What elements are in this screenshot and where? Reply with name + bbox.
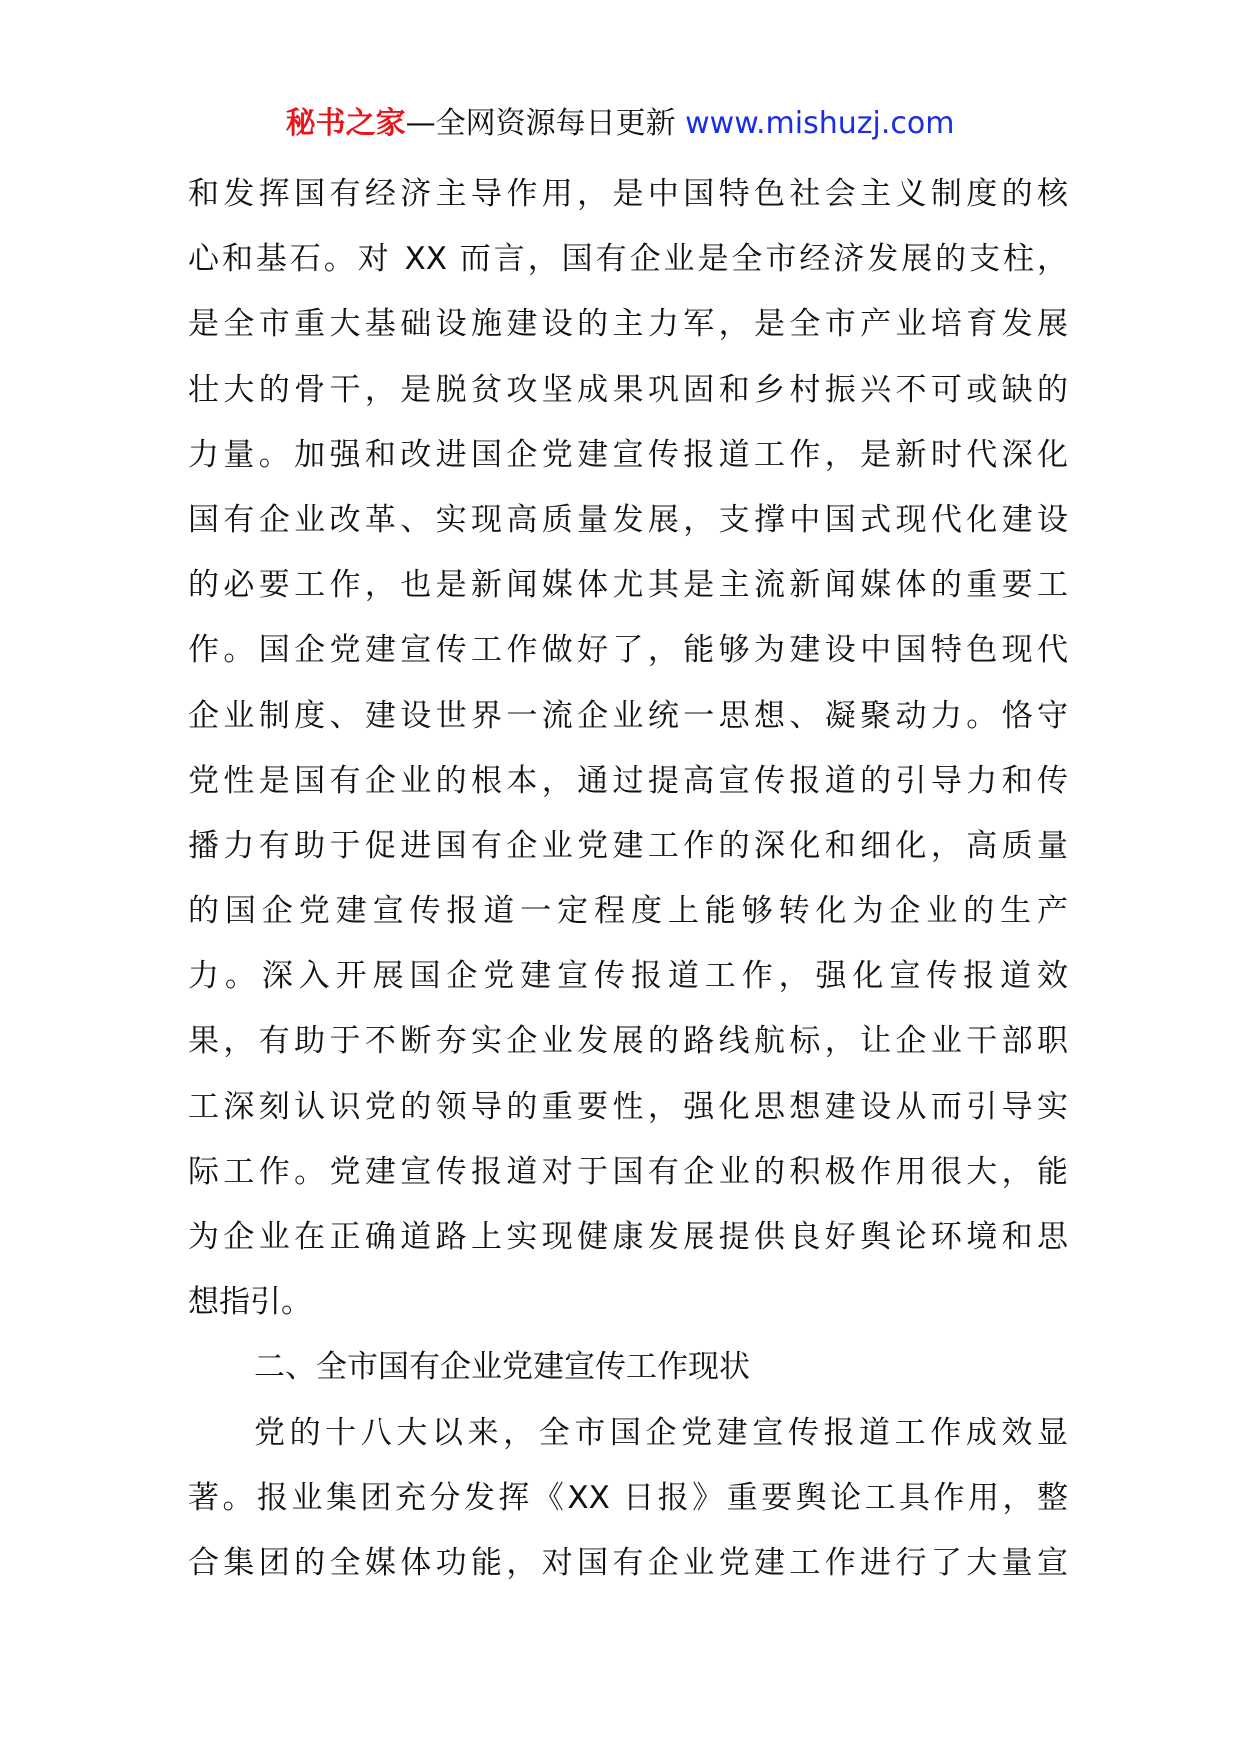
text-line: 壮大的骨干，是脱贫攻坚成果巩固和乡村振兴不可或缺的	[188, 371, 1068, 408]
header-slogan: —全网资源每日更新	[405, 106, 676, 141]
text-line: 际工作。党建宣传报道对于国有企业的积极作用很大，能	[188, 1153, 1068, 1190]
text-line: 的必要工作，也是新闻媒体尤其是主流新闻媒体的重要工	[188, 567, 1068, 604]
text-line: 的国企党建宣传报道一定程度上能够转化为企业的生产	[188, 893, 1068, 930]
text-line: 播力有助于促进国有企业党建工作的深化和细化，高质量	[188, 827, 1068, 864]
text-line: 力量。加强和改进国企党建宣传报道工作，是新时代深化	[188, 436, 1068, 473]
page-header	[0, 104, 1240, 144]
document-body	[188, 162, 1068, 1596]
text-line: 果，有助于不断夯实企业发展的路线航标，让企业干部职	[188, 1023, 1068, 1060]
text-line: 党性是国有企业的根本，通过提高宣传报道的引导力和传	[188, 762, 1068, 799]
text-line: 企业制度、建设世界一流企业统一思想、凝聚动力。恪守	[188, 697, 1068, 734]
text-line: 力。深入开展国企党建宣传报道工作，强化宣传报道效	[188, 958, 1068, 995]
brand-name: 秘书之家	[285, 106, 406, 141]
text-line: 工深刻认识党的领导的重要性，强化思想建设从而引导实	[188, 1088, 1068, 1125]
text-line: 是全市重大基础设施建设的主力军，是全市产业培育发展	[188, 306, 1068, 343]
text-line: 著。报业集团充分发挥《XX 日报》重要舆论工具作用，整	[188, 1479, 1068, 1516]
text-line: 和发挥国有经济主导作用，是中国特色社会主义制度的核	[188, 176, 1068, 212]
section-heading: 二、全市国有企业党建宣传工作现状	[254, 1349, 750, 1386]
text-line: 心和基石。对 XX 而言，国有企业是全市经济发展的支柱，	[188, 241, 1068, 278]
text-line: 作。国企党建宣传工作做好了，能够为建设中国特色现代	[188, 632, 1068, 669]
text-line: 想指引。	[188, 1284, 312, 1321]
text-line: 国有企业改革、实现高质量发展，支撑中国式现代化建设	[188, 501, 1068, 538]
text-line: 党的十八大以来，全市国企党建宣传报道工作成效显	[254, 1414, 1068, 1451]
text-line: 合集团的全媒体功能，对国有企业党建工作进行了大量宣	[188, 1544, 1068, 1581]
site-url[interactable]: www.mishuzj.com	[685, 106, 955, 141]
text-line: 为企业在正确道路上实现健康发展提供良好舆论环境和思	[188, 1219, 1068, 1255]
